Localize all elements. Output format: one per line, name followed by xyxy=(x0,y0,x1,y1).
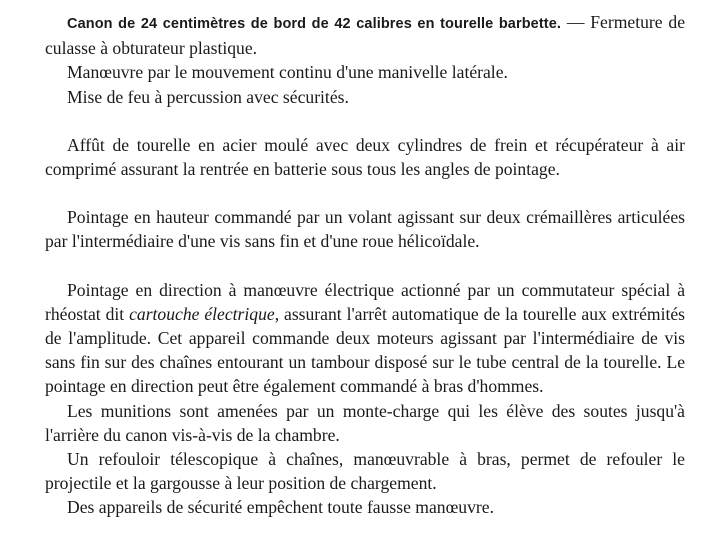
paragraph-firing: Mise de feu à percussion avec sécurités. xyxy=(67,86,349,107)
paragraph-text: Pointage en direction à manœuvre électrique actionné par un commutateur spécial à rhéostat dit xyxy=(45,279,685,324)
paragraph-maneuver: Manœuvre par le mouvement continu d'une manivelle latérale. xyxy=(67,62,508,83)
paragraph-traverse xyxy=(45,278,685,399)
paragraph-elevation: Pointage en hauteur commandé par un volant agissant sur deux crémaillères articulées par l'intermédiaire d'une vis sans fin et d'une roue hélicoïdale. xyxy=(45,207,685,252)
paragraph-rammer: Un refouloir télescopique à chaînes, manœuvrable à bras, permet de refouler le projectile et la gargousse à leur position de chargement. xyxy=(45,449,685,494)
document-page xyxy=(45,10,685,520)
paragraph-safety: Des appareils de sécurité empêchent toute fausse manœuvre. xyxy=(67,497,494,518)
paragraph-breech xyxy=(45,10,685,60)
paragraph-mount: Affût de tourelle en acier moulé avec deux cylindres de frein et récupérateur à air comprimé assurant la rentrée en batterie sous tous les angles de pointage. xyxy=(45,134,685,180)
section-title: Canon de 24 centimètres de bord de 42 calibres en tourelle barbette. xyxy=(67,16,561,32)
paragraph-text: — Fermeture de culasse à obturateur plastique. xyxy=(45,12,686,59)
italic-term: cartouche électrique xyxy=(129,303,275,324)
paragraph-ammunition: Les munitions sont amenées par un monte-charge qui les élève des soutes jusqu'à l'arrière du canon vis-à-vis de la chambre. xyxy=(45,400,685,445)
paragraph-text: , assurant l'arrêt automatique de la tourelle aux extrémités de l'amplitude. Cet appareil commande deux moteurs agissant par l'intermédiaire de vis sans fin sur des chaînes entourant un tambour disposé sur le tube central de la tourelle. Le pointage en direction peut être également commandé à bras d'hommes. xyxy=(45,303,685,397)
